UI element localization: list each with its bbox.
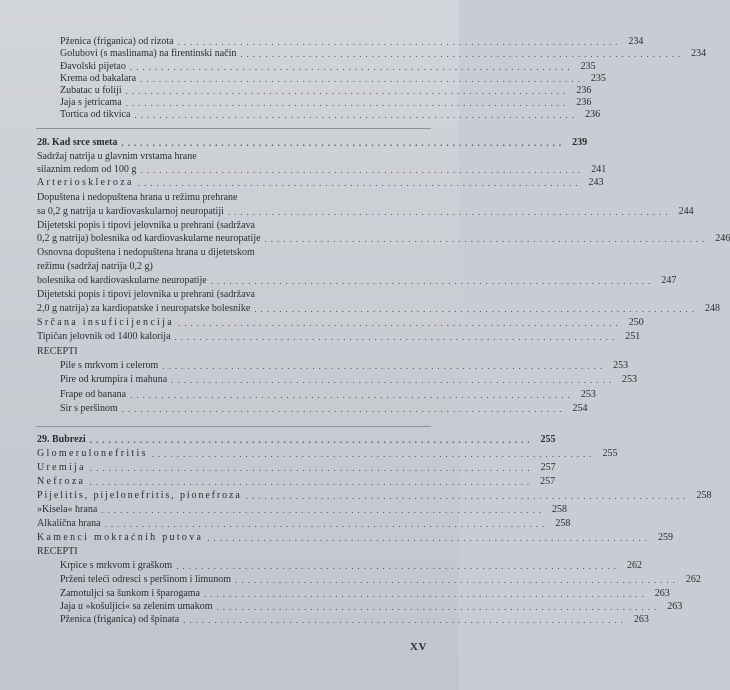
toc-entry bbox=[60, 97, 592, 109]
leader-dots: ....................................................................... bbox=[176, 561, 620, 571]
toc-entry bbox=[37, 476, 556, 488]
page-number: 236 bbox=[585, 109, 601, 120]
recipe-entry bbox=[60, 560, 642, 572]
page-number: 253 bbox=[621, 374, 637, 385]
leader-dots: ....................................................................... bbox=[210, 276, 655, 286]
entry-title: Tortica od tikvica bbox=[60, 109, 131, 120]
folio-page-number: XV bbox=[410, 641, 427, 653]
leader-dots: ....................................................................... bbox=[254, 304, 699, 314]
toc-entry bbox=[37, 490, 712, 502]
entry-title: Alkalična hrana bbox=[37, 518, 101, 529]
entry-title: 2,0 g natrija) za kardiopatske i neuropatske bolesnike bbox=[37, 303, 251, 314]
toc-entry bbox=[60, 48, 707, 60]
leader-dots: ....................................................................... bbox=[140, 74, 584, 84]
leader-dots: ....................................................................... bbox=[227, 207, 672, 217]
entry-title: Pženica (friganica) od špinata bbox=[60, 614, 180, 625]
chapter-title: 29. Bubrezi bbox=[37, 434, 86, 445]
entry-title: Pile s mrkvom i celerom bbox=[60, 360, 159, 371]
page-number: 253 bbox=[580, 389, 596, 400]
toc-entry-line: režimu (sadržaj natrija 0,2 g) bbox=[37, 261, 153, 272]
leader-dots: ....................................................................... bbox=[207, 533, 652, 543]
entry-title: Golubovi (s maslinama) na firentinski način bbox=[60, 48, 237, 59]
leader-dots: ....................................................................... bbox=[125, 86, 570, 96]
toc-entry-line: Sadržaj natrija u glavnim vrstama hrane bbox=[37, 151, 197, 162]
entry-title: Uremija bbox=[37, 462, 86, 473]
leader-dots: ....................................................................... bbox=[177, 37, 622, 47]
toc-entry bbox=[37, 518, 571, 530]
chapter-title: 28. Kad srce smeta bbox=[37, 137, 118, 148]
entry-title: Zubatac u foliji bbox=[60, 85, 122, 96]
chapter-heading bbox=[37, 434, 556, 446]
page-number: 254 bbox=[572, 403, 588, 414]
entry-title: Đavolski pijetao bbox=[60, 61, 126, 72]
leader-dots: ....................................................................... bbox=[177, 318, 622, 328]
leader-dots: ....................................................................... bbox=[89, 435, 534, 445]
leader-dots: ....................................................................... bbox=[174, 332, 619, 342]
recipe-entry bbox=[60, 374, 637, 386]
recepti-label: RECEPTI bbox=[37, 346, 78, 357]
page-number: 263 bbox=[654, 588, 670, 599]
toc-entry bbox=[60, 109, 601, 121]
toc-entry bbox=[37, 303, 721, 315]
leader-dots: ....................................................................... bbox=[264, 234, 709, 244]
toc-entry bbox=[37, 448, 618, 460]
page-number: 235 bbox=[580, 61, 596, 72]
page-number: 243 bbox=[588, 177, 604, 188]
page-number: 234 bbox=[691, 48, 707, 59]
entry-title: Prženi teleći odresci s peršinom i limunom bbox=[60, 574, 232, 585]
page-number: 258 bbox=[696, 490, 712, 501]
entry-title: Srčana insuficijencija bbox=[37, 317, 174, 328]
page-number: 235 bbox=[590, 73, 606, 84]
toc-entry bbox=[37, 317, 644, 329]
recipe-entry bbox=[60, 574, 701, 586]
leader-dots: ....................................................................... bbox=[171, 375, 615, 385]
toc-entry bbox=[37, 504, 568, 516]
toc-entry-line: Dijetetski popis i tipovi jelovnika u prehrani (sadržava bbox=[37, 220, 255, 231]
entry-title: Sir s peršinom bbox=[60, 403, 118, 414]
page-number: 262 bbox=[626, 560, 642, 571]
recipe-entry bbox=[60, 588, 670, 600]
toc-entry bbox=[37, 164, 607, 176]
recipe-entry bbox=[60, 360, 629, 372]
entry-title: Pijelitis, pijelonefritis, pionefroza bbox=[37, 490, 242, 501]
toc-entry bbox=[37, 177, 604, 189]
leader-dots: ....................................................................... bbox=[183, 615, 627, 625]
page-number: 251 bbox=[625, 331, 641, 342]
leader-dots: ....................................................................... bbox=[125, 98, 570, 108]
page-number: 244 bbox=[678, 206, 694, 217]
page-number: 246 bbox=[715, 233, 730, 244]
recipe-entry bbox=[60, 601, 683, 613]
page-number: 259 bbox=[658, 532, 674, 543]
toc-entry bbox=[37, 532, 674, 544]
entry-title: Nefroza bbox=[37, 476, 86, 487]
toc-entry-line: Dijetetski popis i tipovi jelovnika u prehrani (sadržava bbox=[37, 289, 255, 300]
page-number: 234 bbox=[628, 36, 644, 47]
recipe-entry bbox=[60, 403, 588, 415]
entry-title: bolesnika od kardiovaskularne neuropatije bbox=[37, 275, 207, 286]
leader-dots: ....................................................................... bbox=[162, 361, 607, 371]
leader-dots: ....................................................................... bbox=[89, 463, 534, 473]
leader-dots: ....................................................................... bbox=[121, 404, 566, 414]
entry-title: 0,2 g natrija) bolesnika od kardiovaskularne neuropatije bbox=[37, 233, 261, 244]
chapter-heading bbox=[37, 137, 588, 149]
toc-entry-line: Dopuštena i nedopuštena hrana u režimu prehrane bbox=[37, 192, 238, 203]
leader-dots: ....................................................................... bbox=[240, 49, 685, 59]
toc-entry-line: Osnovna dopuštena i nedopuštena hrana u dijetetskom bbox=[37, 247, 255, 258]
leader-dots: ....................................................................... bbox=[129, 62, 574, 72]
entry-title: Tipičan jelovnik od 1400 kalorija bbox=[37, 331, 171, 342]
entry-title: Zamotuljci sa šunkom i šparogama bbox=[60, 588, 200, 599]
toc-entry bbox=[37, 462, 556, 474]
entry-title: Pženica (friganica) od rizota bbox=[60, 36, 174, 47]
toc-entry bbox=[60, 85, 592, 97]
leader-dots: ....................................................................... bbox=[101, 505, 546, 515]
toc-entry bbox=[37, 331, 641, 343]
entry-title: Arterioskleroza bbox=[37, 177, 134, 188]
toc-entry bbox=[37, 275, 677, 287]
recepti-label: RECEPTI bbox=[37, 546, 78, 557]
entry-title: Kamenci mokraćnih putova bbox=[37, 532, 204, 543]
page-number: 258 bbox=[555, 518, 571, 529]
leader-dots: ....................................................................... bbox=[203, 589, 648, 599]
leader-dots: ....................................................................... bbox=[245, 491, 690, 501]
page-number: 255 bbox=[540, 434, 556, 445]
entry-title: Krpice s mrkvom i graškom bbox=[60, 560, 173, 571]
leader-dots: ....................................................................... bbox=[121, 138, 566, 148]
page-number: 258 bbox=[552, 504, 568, 515]
page-number: 257 bbox=[540, 462, 556, 473]
entry-title: Krema od bakalara bbox=[60, 73, 137, 84]
entry-title: Frape od banana bbox=[60, 389, 127, 400]
leader-dots: ....................................................................... bbox=[104, 519, 549, 529]
page-number: 262 bbox=[685, 574, 701, 585]
leader-dots: ....................................................................... bbox=[134, 110, 579, 120]
page-number: 247 bbox=[661, 275, 677, 286]
page-number: 241 bbox=[591, 164, 607, 175]
page-number: 253 bbox=[613, 360, 629, 371]
entry-title: »Kisela« hrana bbox=[37, 504, 98, 515]
page-number: 236 bbox=[576, 85, 592, 96]
leader-dots: ....................................................................... bbox=[130, 390, 574, 400]
page-number: 263 bbox=[633, 614, 649, 625]
toc-entry bbox=[60, 36, 644, 48]
page-number: 255 bbox=[602, 448, 618, 459]
page-number: 250 bbox=[628, 317, 644, 328]
toc-entry bbox=[37, 233, 730, 245]
leader-dots: ....................................................................... bbox=[89, 477, 534, 487]
recipe-entry bbox=[60, 614, 649, 626]
leader-dots: ....................................................................... bbox=[151, 449, 596, 459]
leader-dots: ....................................................................... bbox=[137, 178, 582, 188]
recipe-entry bbox=[60, 389, 596, 401]
entry-title: sa 0,2 g natrija u kardiovaskularnoj neuropatiji bbox=[37, 206, 224, 217]
page-number: 257 bbox=[540, 476, 556, 487]
entry-title: Jaja u »košuljici« sa zelenim umakom bbox=[60, 601, 213, 612]
leader-dots: ....................................................................... bbox=[140, 165, 585, 175]
entry-title: Jaja s jetricama bbox=[60, 97, 122, 108]
section-divider bbox=[36, 426, 431, 427]
entry-title: Glomerulonefritis bbox=[37, 448, 148, 459]
entry-title: Pire od krumpira i mahuna bbox=[60, 374, 168, 385]
page-number: 236 bbox=[576, 97, 592, 108]
page-number: 239 bbox=[572, 137, 588, 148]
entry-title: silaznim redom od 100 g bbox=[37, 164, 137, 175]
page-number: 263 bbox=[667, 601, 683, 612]
toc-entry bbox=[60, 73, 606, 85]
section-divider bbox=[36, 128, 431, 129]
toc-entry bbox=[60, 61, 596, 73]
leader-dots: ....................................................................... bbox=[216, 602, 661, 612]
leader-dots: ....................................................................... bbox=[235, 575, 679, 585]
toc-entry bbox=[37, 206, 694, 218]
page-number: 248 bbox=[705, 303, 721, 314]
